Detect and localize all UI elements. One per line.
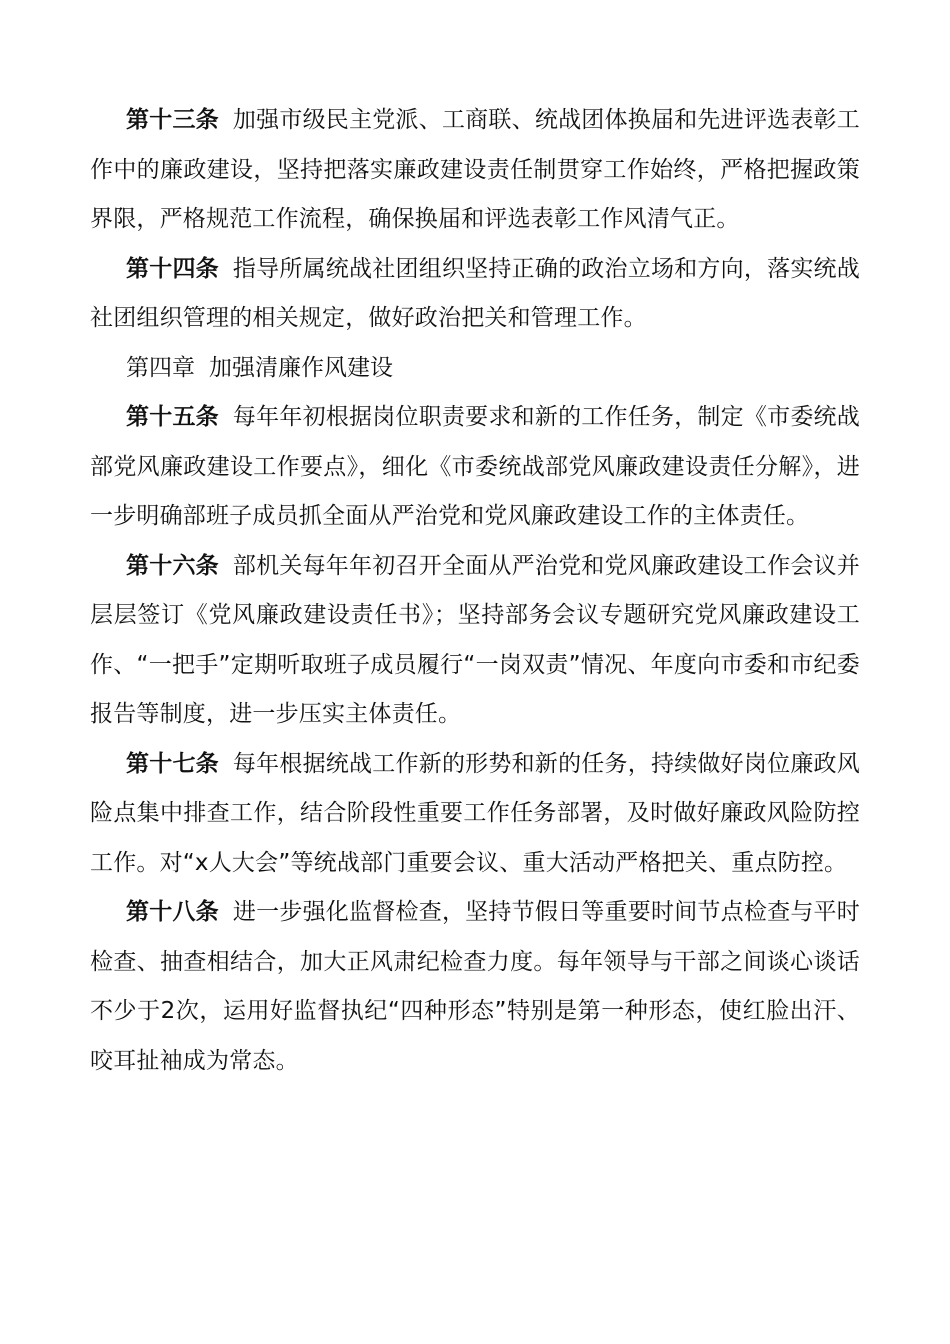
- article-16-text: 部机关每年年初召开全面从严治党和党风廉政建设工作会议并层层签订《党风廉政建设责任书》；坚持部务会议专题研究党风廉政建设工作、“一把手”定期听取班子成员履行“一岗双责”情况、年度向市委和市纪委报告等制度，进一步压实主体责任。: [90, 552, 860, 727]
- article-17: [90, 740, 860, 889]
- article-15-text: 每年年初根据岗位职责要求和新的工作任务，制定《市委统战部党风廉政建设工作要点》，细化《市委统战部党风廉政建设责任分解》，进一步明确部班子成员抓全面从严治党和党风廉政建设工作的主体责任。: [90, 404, 860, 529]
- chapter-title: 加强清廉作风建设: [209, 354, 393, 381]
- article-14-label: 第十四条: [126, 255, 219, 282]
- article-18-label: 第十八条: [126, 899, 219, 925]
- article-14-text: 指导所属统战社团组织坚持正确的政治立场和方向，落实统战社团组织管理的相关规定，做好政治把关和管理工作。: [90, 255, 860, 331]
- chapter-heading: [90, 344, 860, 394]
- article-15: [90, 393, 860, 542]
- article-13-text: 加强市级民主党派、工商联、统战团体换届和先进评选表彰工作中的廉政建设，坚持把落实廉政建设责任制贯穿工作始终，严格把握政策界限，严格规范工作流程，确保换届和评选表彰工作风清气正。: [90, 107, 860, 232]
- article-18-text: 进一步强化监督检查，坚持节假日等重要时间节点检查与平时检查、抽查相结合，加大正风肃纪检查力度。每年领导与干部之间谈心谈话不少于2次，运用好监督执纪“四种形态”特别是第一种形态，使红脸出汗、咬耳扯袖成为常态。: [90, 899, 860, 1074]
- article-13: [90, 96, 860, 245]
- article-16-label: 第十六条: [126, 552, 219, 579]
- article-17-label: 第十七条: [126, 750, 219, 777]
- article-13-label: 第十三条: [126, 107, 219, 133]
- article-15-label: 第十五条: [126, 404, 219, 430]
- article-18: [90, 888, 860, 1086]
- article-17-text: 每年根据统战工作新的形势和新的任务，持续做好岗位廉政风险点集中排查工作，结合阶段性重要工作任务部署，及时做好廉政风险防控工作。对“x人大会”等统战部门重要会议、重大活动严格把关、重点防控。: [90, 750, 860, 876]
- article-16: [90, 542, 860, 740]
- chapter-number: 第四章: [126, 354, 195, 381]
- document-page: [90, 96, 860, 1086]
- article-14: [90, 245, 860, 344]
